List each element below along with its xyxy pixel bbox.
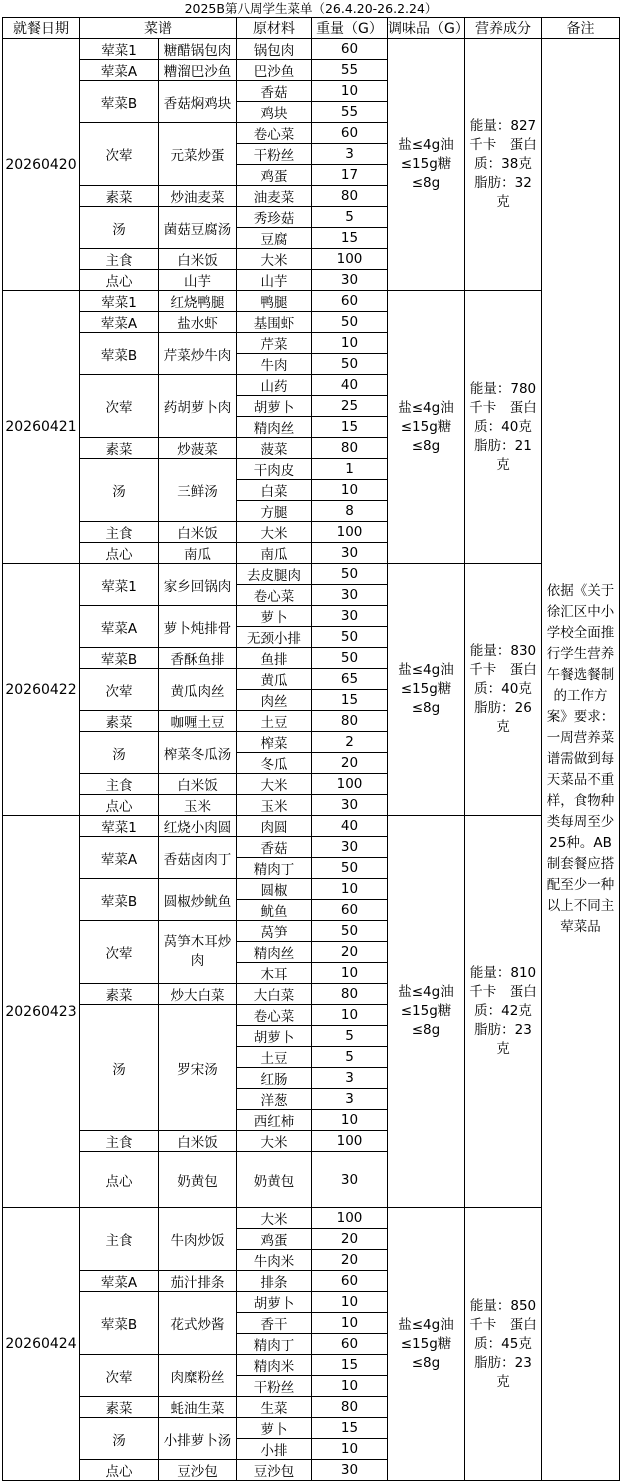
material-weight: 5 [312, 1026, 388, 1047]
material-name: 榨菜 [237, 732, 312, 753]
material-name: 大米 [237, 249, 312, 270]
dish-name: 榨菜冬瓜汤 [159, 732, 237, 774]
material-weight: 15 [312, 1355, 388, 1376]
menu-title: 2025B第八周学生菜单（26.4.20-26.2.24） [184, 1, 438, 16]
material-name: 巴沙鱼 [237, 60, 312, 81]
meal-date: 20260420 [3, 39, 80, 291]
dish-type: 主食 [80, 1131, 159, 1152]
material-weight: 10 [312, 1376, 388, 1397]
header-date: 就餐日期 [3, 18, 80, 39]
dish-name: 炒大白菜 [159, 984, 237, 1005]
material-name: 肉丝 [237, 690, 312, 711]
material-weight: 10 [312, 480, 388, 501]
table-row [3, 564, 620, 585]
material-name: 西红柿 [237, 1110, 312, 1131]
note-cell: 依据《关于徐汇区中小学校全面推行学生营养午餐选餐制的工作方案》要求：一周营养菜谱需做到每天菜品不重样，食物种类每周至少25种。AB制套餐应搭配至少一种以上不同主荤菜品 [542, 39, 620, 1481]
material-weight: 5 [312, 207, 388, 228]
material-weight: 100 [312, 1131, 388, 1152]
header-seasoning: 调味品（G） [388, 18, 465, 39]
dish-name: 炒油麦菜 [159, 186, 237, 207]
material-name: 鱿鱼 [237, 900, 312, 921]
dish-name: 盐水虾 [159, 312, 237, 333]
header-material: 原材料 [237, 18, 312, 39]
table-row [3, 816, 620, 837]
material-name: 萝卜 [237, 606, 312, 627]
dish-type: 荤菜A [80, 60, 159, 81]
dish-type: 次荤 [80, 669, 159, 711]
nutrition-cell: 能量：810千卡 蛋白质：42克 脂肪：23克 [465, 816, 542, 1208]
material-weight: 40 [312, 375, 388, 396]
material-weight: 40 [312, 816, 388, 837]
dish-name: 肉糜粉丝 [159, 1355, 237, 1397]
material-name: 牛肉米 [237, 1250, 312, 1271]
material-weight: 10 [312, 1439, 388, 1460]
material-weight: 55 [312, 102, 388, 123]
material-weight: 2 [312, 732, 388, 753]
material-weight: 30 [312, 606, 388, 627]
dish-type: 汤 [80, 732, 159, 774]
material-weight: 50 [312, 858, 388, 879]
material-name: 莴笋 [237, 921, 312, 942]
dish-name: 家乡回锅肉 [159, 564, 237, 606]
material-weight: 50 [312, 627, 388, 648]
table-row [3, 1208, 620, 1229]
dish-type: 素菜 [80, 711, 159, 732]
material-weight: 15 [312, 417, 388, 438]
dish-type: 荤菜1 [80, 291, 159, 312]
material-name: 大米 [237, 1131, 312, 1152]
material-weight: 10 [312, 1110, 388, 1131]
material-weight: 80 [312, 1397, 388, 1418]
material-weight: 20 [312, 1250, 388, 1271]
seasoning-cell: 盐≤4g油≤15g糖≤8g [388, 564, 465, 816]
material-name: 白菜 [237, 480, 312, 501]
material-weight: 55 [312, 60, 388, 81]
dish-name: 豆沙包 [159, 1460, 237, 1481]
material-name: 木耳 [237, 963, 312, 984]
meal-date: 20260423 [3, 816, 80, 1208]
material-weight: 50 [312, 921, 388, 942]
material-name: 胡萝卜 [237, 396, 312, 417]
material-name: 黄瓜 [237, 669, 312, 690]
dish-type: 点心 [80, 543, 159, 564]
material-name: 香干 [237, 1313, 312, 1334]
material-weight: 60 [312, 291, 388, 312]
dish-name: 萝卜炖排骨 [159, 606, 237, 648]
dish-type: 荤菜B [80, 1292, 159, 1355]
dish-type: 点心 [80, 795, 159, 816]
material-weight: 100 [312, 522, 388, 543]
material-name: 土豆 [237, 711, 312, 732]
dish-type: 主食 [80, 774, 159, 795]
material-name: 菠菜 [237, 438, 312, 459]
material-weight: 10 [312, 81, 388, 102]
dish-name: 牛肉炒饭 [159, 1208, 237, 1271]
seasoning-cell: 盐≤4g油≤15g糖≤8g [388, 39, 465, 291]
dish-type: 次荤 [80, 123, 159, 186]
dish-type: 荤菜A [80, 606, 159, 648]
meal-date: 20260424 [3, 1208, 80, 1481]
dish-name: 糟溜巴沙鱼 [159, 60, 237, 81]
material-weight: 10 [312, 1313, 388, 1334]
material-name: 秀珍菇 [237, 207, 312, 228]
dish-name: 红烧鸭腿 [159, 291, 237, 312]
dish-type: 次荤 [80, 921, 159, 984]
material-name: 鸡块 [237, 102, 312, 123]
material-weight: 15 [312, 690, 388, 711]
material-name: 鸡蛋 [237, 165, 312, 186]
material-weight: 60 [312, 1334, 388, 1355]
material-weight: 80 [312, 438, 388, 459]
material-name: 大米 [237, 774, 312, 795]
material-weight: 60 [312, 39, 388, 60]
dish-name: 红烧小肉圆 [159, 816, 237, 837]
material-name: 牛肉 [237, 354, 312, 375]
dish-type: 主食 [80, 522, 159, 543]
dish-type: 素菜 [80, 438, 159, 459]
material-name: 基围虾 [237, 312, 312, 333]
dish-name: 黄瓜肉丝 [159, 669, 237, 711]
material-name: 小排 [237, 1439, 312, 1460]
dish-name: 玉米 [159, 795, 237, 816]
material-weight: 10 [312, 1292, 388, 1313]
material-weight: 20 [312, 753, 388, 774]
material-name: 生菜 [237, 1397, 312, 1418]
material-name: 土豆 [237, 1047, 312, 1068]
dish-type: 主食 [80, 1208, 159, 1271]
dish-type: 荤菜1 [80, 816, 159, 837]
dish-type: 次荤 [80, 375, 159, 438]
material-name: 大米 [237, 1208, 312, 1229]
material-weight: 50 [312, 312, 388, 333]
material-weight: 5 [312, 1047, 388, 1068]
dish-type: 荤菜B [80, 648, 159, 669]
material-name: 精肉丝 [237, 417, 312, 438]
material-name: 奶黄包 [237, 1152, 312, 1208]
material-name: 肉圆 [237, 816, 312, 837]
material-weight: 17 [312, 165, 388, 186]
material-name: 鸡蛋 [237, 1229, 312, 1250]
dish-type: 荤菜B [80, 333, 159, 375]
material-weight: 10 [312, 1005, 388, 1026]
nutrition-cell: 能量：830千卡 蛋白质：40克 脂肪：26克 [465, 564, 542, 816]
material-weight: 3 [312, 1068, 388, 1089]
material-name: 精肉米 [237, 1355, 312, 1376]
material-name: 芹菜 [237, 333, 312, 354]
material-weight: 30 [312, 270, 388, 291]
material-weight: 50 [312, 648, 388, 669]
material-weight: 80 [312, 984, 388, 1005]
material-name: 山芋 [237, 270, 312, 291]
material-name: 油麦菜 [237, 186, 312, 207]
material-weight: 80 [312, 711, 388, 732]
material-weight: 3 [312, 1089, 388, 1110]
table-row [3, 39, 620, 60]
material-name: 洋葱 [237, 1089, 312, 1110]
material-weight: 8 [312, 501, 388, 522]
dish-type: 汤 [80, 459, 159, 522]
dish-name: 小排萝卜汤 [159, 1418, 237, 1460]
dish-name: 奶黄包 [159, 1152, 237, 1208]
material-weight: 60 [312, 123, 388, 144]
dish-name: 炒菠菜 [159, 438, 237, 459]
material-weight: 3 [312, 144, 388, 165]
dish-type: 荤菜B [80, 81, 159, 123]
dish-type: 汤 [80, 1418, 159, 1460]
dish-type: 荤菜A [80, 1271, 159, 1292]
menu-table [2, 17, 620, 1481]
material-weight: 10 [312, 963, 388, 984]
material-name: 卷心菜 [237, 123, 312, 144]
dish-name: 莴笋木耳炒肉 [159, 921, 237, 984]
dish-name: 三鲜汤 [159, 459, 237, 522]
material-weight: 60 [312, 1271, 388, 1292]
material-name: 鸭腿 [237, 291, 312, 312]
seasoning-cell: 盐≤4g油≤15g糖≤8g [388, 816, 465, 1208]
material-name: 山药 [237, 375, 312, 396]
material-name: 方腿 [237, 501, 312, 522]
dish-type: 汤 [80, 207, 159, 249]
header-weight: 重量（G） [312, 18, 388, 39]
nutrition-cell: 能量：827千卡 蛋白质：38克 脂肪：32克 [465, 39, 542, 291]
material-name: 鱼排 [237, 648, 312, 669]
material-name: 香菇 [237, 81, 312, 102]
dish-name: 菌菇豆腐汤 [159, 207, 237, 249]
dish-type: 素菜 [80, 186, 159, 207]
header-row [3, 18, 620, 39]
dish-type: 荤菜1 [80, 39, 159, 60]
dish-type: 荤菜A [80, 312, 159, 333]
nutrition-cell: 能量：780千卡 蛋白质：40克 脂肪：21克 [465, 291, 542, 564]
dish-name: 花式炒酱 [159, 1292, 237, 1355]
material-name: 南瓜 [237, 543, 312, 564]
dish-type: 荤菜1 [80, 564, 159, 606]
material-weight: 20 [312, 1229, 388, 1250]
dish-name: 咖喱土豆 [159, 711, 237, 732]
dish-name: 元菜炒蛋 [159, 123, 237, 186]
material-name: 干肉皮 [237, 459, 312, 480]
material-name: 香菇 [237, 837, 312, 858]
material-name: 胡萝卜 [237, 1292, 312, 1313]
dish-type: 汤 [80, 1005, 159, 1131]
material-name: 豆沙包 [237, 1460, 312, 1481]
dish-type: 点心 [80, 1152, 159, 1208]
material-name: 卷心菜 [237, 585, 312, 606]
material-name: 豆腐 [237, 228, 312, 249]
header-nutrition: 营养成分 [465, 18, 542, 39]
dish-name: 圆椒炒鱿鱼 [159, 879, 237, 921]
material-weight: 15 [312, 1418, 388, 1439]
material-name: 精肉丁 [237, 858, 312, 879]
material-weight: 80 [312, 186, 388, 207]
material-weight: 1 [312, 459, 388, 480]
material-name: 大米 [237, 522, 312, 543]
material-name: 萝卜 [237, 1418, 312, 1439]
material-name: 圆椒 [237, 879, 312, 900]
dish-name: 茄汁排条 [159, 1271, 237, 1292]
material-weight: 15 [312, 228, 388, 249]
material-name: 精肉丁 [237, 1334, 312, 1355]
material-weight: 30 [312, 543, 388, 564]
dish-name: 白米饭 [159, 1131, 237, 1152]
material-name: 锅包肉 [237, 39, 312, 60]
material-weight: 30 [312, 585, 388, 606]
material-name: 大白菜 [237, 984, 312, 1005]
header-note: 备注 [542, 18, 620, 39]
dish-type: 主食 [80, 249, 159, 270]
material-weight: 30 [312, 795, 388, 816]
material-name: 胡萝卜 [237, 1026, 312, 1047]
dish-name: 白米饭 [159, 774, 237, 795]
dish-type: 次荤 [80, 1355, 159, 1397]
dish-name: 白米饭 [159, 249, 237, 270]
meal-date: 20260421 [3, 291, 80, 564]
material-weight: 20 [312, 942, 388, 963]
material-weight: 100 [312, 1208, 388, 1229]
seasoning-cell: 盐≤4g油≤15g糖≤8g [388, 1208, 465, 1481]
dish-name: 蚝油生菜 [159, 1397, 237, 1418]
material-name: 精肉丝 [237, 942, 312, 963]
dish-name: 香菇卤肉丁 [159, 837, 237, 879]
material-name: 冬瓜 [237, 753, 312, 774]
material-weight: 10 [312, 333, 388, 354]
material-name: 干粉丝 [237, 1376, 312, 1397]
dish-name: 药胡萝卜肉 [159, 375, 237, 438]
material-weight: 65 [312, 669, 388, 690]
material-weight: 10 [312, 879, 388, 900]
meal-date: 20260422 [3, 564, 80, 816]
dish-type: 荤菜B [80, 879, 159, 921]
material-weight: 60 [312, 900, 388, 921]
dish-name: 南瓜 [159, 543, 237, 564]
material-name: 排条 [237, 1271, 312, 1292]
seasoning-cell: 盐≤4g油≤15g糖≤8g [388, 291, 465, 564]
material-name: 干粉丝 [237, 144, 312, 165]
dish-type: 素菜 [80, 984, 159, 1005]
material-name: 去皮腿肉 [237, 564, 312, 585]
dish-type: 素菜 [80, 1397, 159, 1418]
nutrition-cell: 能量：850千卡 蛋白质：45克 脂肪：23克 [465, 1208, 542, 1481]
dish-name: 山芋 [159, 270, 237, 291]
menu-body [3, 39, 620, 1481]
header-recipe: 菜谱 [80, 18, 237, 39]
material-weight: 30 [312, 1152, 388, 1208]
material-name: 卷心菜 [237, 1005, 312, 1026]
material-weight: 50 [312, 564, 388, 585]
dish-name: 香酥鱼排 [159, 648, 237, 669]
material-weight: 100 [312, 249, 388, 270]
dish-type: 点心 [80, 1460, 159, 1481]
dish-type: 点心 [80, 270, 159, 291]
table-row [3, 291, 620, 312]
material-weight: 50 [312, 354, 388, 375]
dish-name: 芹菜炒牛肉 [159, 333, 237, 375]
material-weight: 30 [312, 837, 388, 858]
dish-type: 荤菜A [80, 837, 159, 879]
material-name: 无颈小排 [237, 627, 312, 648]
material-weight: 30 [312, 1460, 388, 1481]
dish-name: 糖醋锅包肉 [159, 39, 237, 60]
material-name: 红肠 [237, 1068, 312, 1089]
material-weight: 100 [312, 774, 388, 795]
dish-name: 罗宋汤 [159, 1005, 237, 1131]
material-weight: 25 [312, 396, 388, 417]
dish-name: 白米饭 [159, 522, 237, 543]
dish-name: 香菇焖鸡块 [159, 81, 237, 123]
material-name: 玉米 [237, 795, 312, 816]
